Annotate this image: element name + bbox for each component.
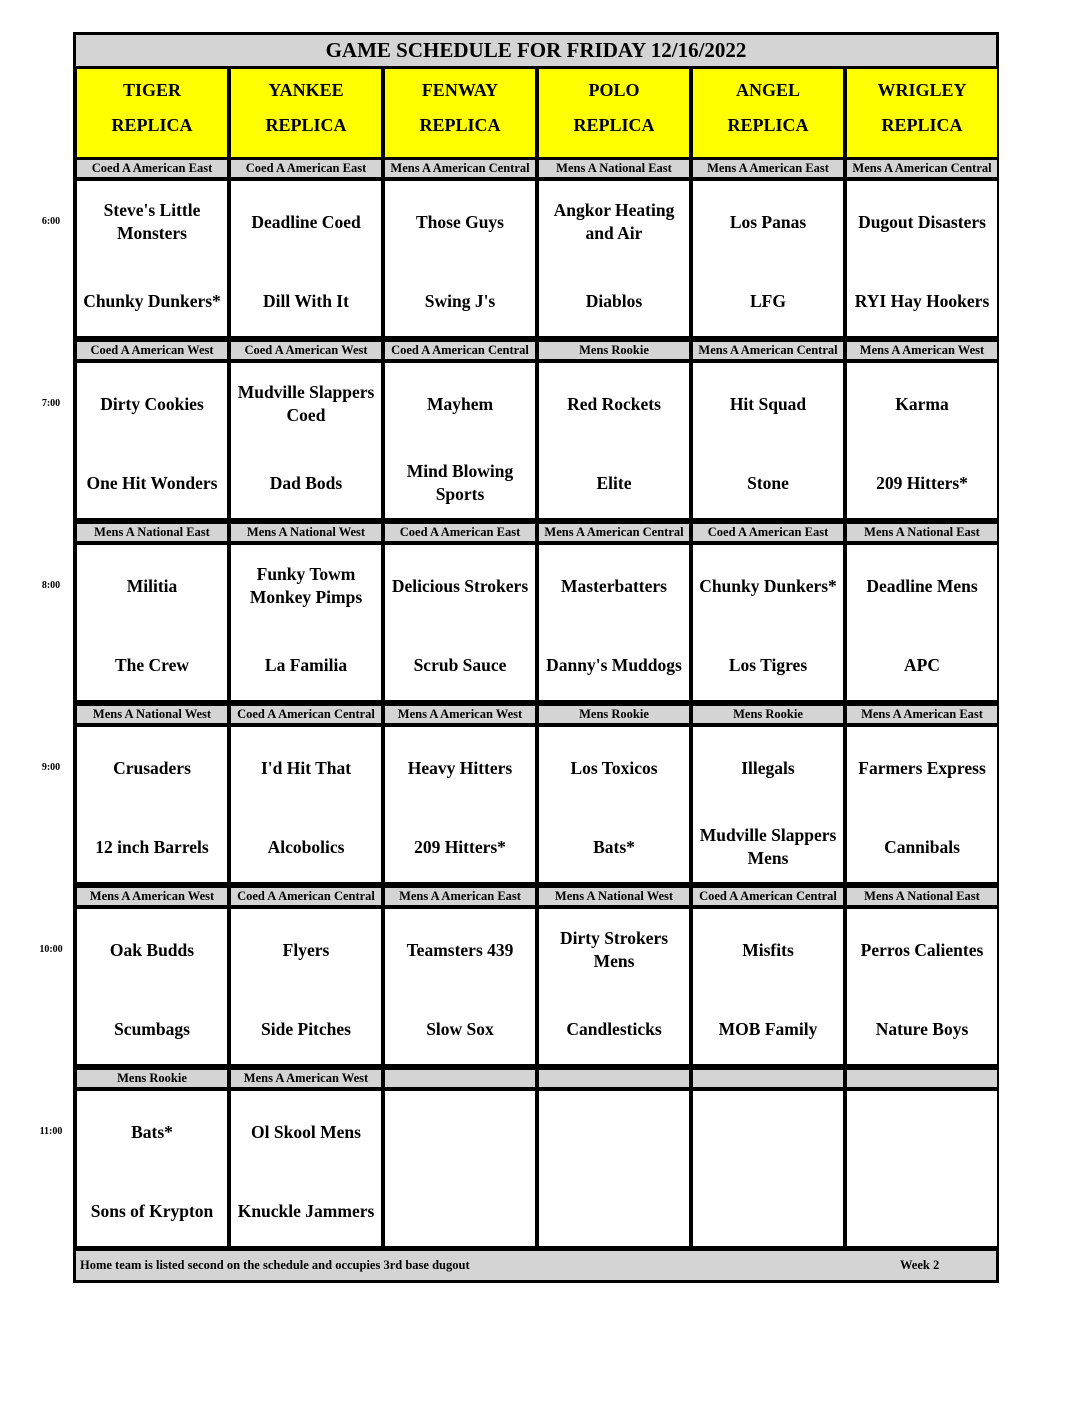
field-header (693, 69, 843, 157)
game-cell (693, 909, 843, 1064)
game-cell (77, 1091, 227, 1246)
away-team: Illegals (741, 757, 795, 778)
game-cell (77, 545, 227, 700)
game-cell (693, 363, 843, 518)
away-team: Crusaders (113, 757, 191, 778)
home-team: 209 Hitters* (876, 472, 968, 493)
away-team (847, 1109, 997, 1155)
division-label: Mens A American Central (693, 342, 843, 359)
division-label: Mens A American East (847, 706, 997, 723)
home-team: Dad Bods (269, 472, 343, 493)
field-name: TIGER (122, 80, 182, 100)
time-label: 10:00 (39, 944, 63, 955)
away-team: Chunky Dunkers* (699, 575, 837, 596)
home-team: Nature Boys (875, 1018, 969, 1039)
game-cell (847, 363, 997, 518)
division-label: Mens A American Central (539, 524, 689, 541)
schedule-table (73, 32, 999, 1283)
home-team: LFG (750, 290, 786, 311)
field-name: YANKEE (268, 80, 344, 100)
game-cell (385, 363, 535, 518)
division-label: Mens Rookie (539, 706, 689, 723)
division-label: Mens A American Central (847, 160, 997, 177)
time-label: 6:00 (41, 216, 61, 227)
game-cell (231, 1091, 381, 1246)
field-type: REPLICA (265, 115, 347, 135)
home-team: The Crew (114, 654, 190, 675)
game-cell (539, 1091, 689, 1246)
field-type: REPLICA (727, 115, 809, 135)
game-cell (231, 909, 381, 1064)
game-cell (539, 909, 689, 1064)
away-team: I'd Hit That (260, 757, 352, 778)
home-team: Cannibals (884, 836, 960, 857)
division-label: Coed A American Central (231, 706, 381, 723)
field-header (231, 69, 381, 157)
division-label (847, 1070, 997, 1087)
away-team: Bats* (131, 1121, 173, 1142)
away-team: Red Rockets (567, 393, 661, 414)
home-team: One Hit Wonders (86, 472, 218, 493)
game-cell (385, 1091, 535, 1246)
away-team (539, 1109, 689, 1155)
away-team: Mayhem (426, 393, 494, 414)
division-label: Mens A American West (231, 1070, 381, 1087)
away-team: Masterbatters (561, 575, 667, 596)
division-label: Mens Rookie (77, 1070, 227, 1087)
away-team: Dugout Disasters (858, 211, 986, 232)
game-cell (77, 909, 227, 1064)
division-label: Mens A National East (847, 524, 997, 541)
home-team: RYI Hay Hookers (854, 290, 990, 311)
game-cell (847, 181, 997, 336)
game-cell (385, 181, 535, 336)
division-label: Mens A National West (231, 524, 381, 541)
field-header (385, 69, 535, 157)
home-team: Los Tigres (728, 654, 808, 675)
game-cell (539, 181, 689, 336)
field-type: REPLICA (881, 115, 963, 135)
home-team: Side Pitches (261, 1018, 351, 1039)
game-cell (385, 545, 535, 700)
home-team: Slow Sox (426, 1018, 494, 1039)
time-label: 8:00 (41, 580, 61, 591)
division-label: Mens A American Central (385, 160, 535, 177)
game-cell (693, 727, 843, 882)
division-label: Coed A American East (385, 524, 535, 541)
home-team: Dill With It (263, 290, 349, 311)
home-team (539, 1188, 689, 1234)
home-team: La Familia (264, 654, 348, 675)
away-team (385, 1109, 535, 1155)
division-label: Mens A National East (847, 888, 997, 905)
game-cell (385, 727, 535, 882)
home-team: MOB Family (718, 1018, 818, 1039)
away-team: Funky Towm Monkey Pimps (249, 564, 363, 607)
game-cell (231, 363, 381, 518)
division-label: Coed A American Central (693, 888, 843, 905)
field-header (539, 69, 689, 157)
away-team: Ol Skool Mens (251, 1121, 361, 1142)
home-team: Elite (596, 472, 632, 493)
game-cell (847, 545, 997, 700)
game-cell (693, 1091, 843, 1246)
game-cell (77, 181, 227, 336)
division-label: Coed A American West (77, 342, 227, 359)
division-label: Coed A American East (231, 160, 381, 177)
home-team: Bats* (593, 836, 635, 857)
away-team: Angkor Heating and Air (553, 200, 675, 243)
game-cell (539, 363, 689, 518)
game-cell (385, 909, 535, 1064)
division-label: Mens A National East (77, 524, 227, 541)
division-label: Mens A American East (693, 160, 843, 177)
home-team: Knuckle Jammers (237, 1200, 375, 1221)
field-header (847, 69, 997, 157)
division-label: Coed A American East (77, 160, 227, 177)
away-team: Karma (895, 393, 949, 414)
home-team: APC (904, 654, 940, 675)
game-cell (693, 545, 843, 700)
division-label: Mens Rookie (539, 342, 689, 359)
game-cell (77, 727, 227, 882)
field-name: POLO (588, 80, 640, 100)
game-cell (539, 545, 689, 700)
division-label: Mens A American West (385, 706, 535, 723)
home-team: 209 Hitters* (414, 836, 506, 857)
home-team: 12 inch Barrels (95, 836, 209, 857)
field-type: REPLICA (419, 115, 501, 135)
away-team: Oak Budds (109, 939, 195, 960)
home-team: Alcobolics (267, 836, 345, 857)
away-team: Delicious Strokers (391, 575, 529, 596)
home-team: Scrub Sauce (413, 654, 507, 675)
division-label: Mens A National East (539, 160, 689, 177)
field-type: REPLICA (111, 115, 193, 135)
game-cell (847, 909, 997, 1064)
division-label (385, 1070, 535, 1087)
away-team: Deadline Mens (866, 575, 978, 596)
home-team: Stone (747, 472, 789, 493)
division-label: Coed A American Central (231, 888, 381, 905)
home-team: Chunky Dunkers* (83, 290, 221, 311)
division-label: Mens A National West (539, 888, 689, 905)
home-team: Scumbags (114, 1018, 190, 1039)
away-team: Perros Calientes (860, 939, 984, 960)
away-team: Those Guys (415, 211, 504, 232)
away-team: Steve's Little Monsters (103, 200, 201, 243)
away-team: Dirty Strokers Mens (559, 928, 669, 971)
home-team: Mind Blowing Sports (406, 461, 514, 504)
home-team: Diablos (585, 290, 643, 311)
away-team (693, 1109, 843, 1155)
away-team: Teamsters 439 (406, 939, 514, 960)
footer-note: Home team is listed second on the schedule and occupies 3rd base dugout (80, 1258, 470, 1272)
field-name: WRIGLEY (877, 80, 967, 100)
division-label: Mens Rookie (693, 706, 843, 723)
away-team: Farmers Express (858, 757, 986, 778)
away-team: Deadline Coed (251, 211, 361, 232)
time-label: 9:00 (41, 762, 61, 773)
game-cell (77, 363, 227, 518)
game-cell (847, 1091, 997, 1246)
division-label: Coed A American Central (385, 342, 535, 359)
division-label (539, 1070, 689, 1087)
division-label (693, 1070, 843, 1087)
game-cell (231, 181, 381, 336)
away-team: Los Toxicos (570, 757, 658, 778)
away-team: Dirty Cookies (100, 393, 204, 414)
division-label: Coed A American West (231, 342, 381, 359)
away-team: Misfits (742, 939, 794, 960)
week-label: Week 2 (900, 1258, 940, 1272)
home-team (693, 1188, 843, 1234)
division-label: Mens A American West (77, 888, 227, 905)
home-team: Danny's Muddogs (546, 654, 682, 675)
home-team: Candlesticks (566, 1018, 662, 1039)
division-label: Coed A American East (693, 524, 843, 541)
home-team: Swing J's (424, 290, 496, 311)
home-team (847, 1188, 997, 1234)
time-label: 7:00 (41, 398, 61, 409)
away-team: Heavy Hitters (407, 757, 513, 778)
field-header (77, 69, 227, 157)
away-team: Hit Squad (729, 393, 807, 414)
away-team: Mudville Slappers Coed (237, 382, 375, 425)
game-cell (231, 727, 381, 882)
field-name: ANGEL (735, 80, 800, 100)
away-team: Los Panas (729, 211, 807, 232)
away-team: Militia (126, 575, 178, 596)
home-team: Sons of Krypton (90, 1200, 214, 1221)
home-team (385, 1188, 535, 1234)
field-type: REPLICA (573, 115, 655, 135)
schedule-footer (76, 1251, 996, 1280)
schedule-title: GAME SCHEDULE FOR FRIDAY 12/16/2022 (76, 35, 996, 66)
game-cell (847, 727, 997, 882)
field-name: FENWAY (421, 80, 499, 100)
division-label: Mens A American West (847, 342, 997, 359)
division-label: Mens A National West (77, 706, 227, 723)
home-team: Mudville Slappers Mens (699, 825, 837, 868)
game-cell (539, 727, 689, 882)
away-team: Flyers (282, 939, 330, 960)
game-cell (231, 545, 381, 700)
game-cell (693, 181, 843, 336)
time-label: 11:00 (39, 1126, 63, 1137)
division-label: Mens A American East (385, 888, 535, 905)
